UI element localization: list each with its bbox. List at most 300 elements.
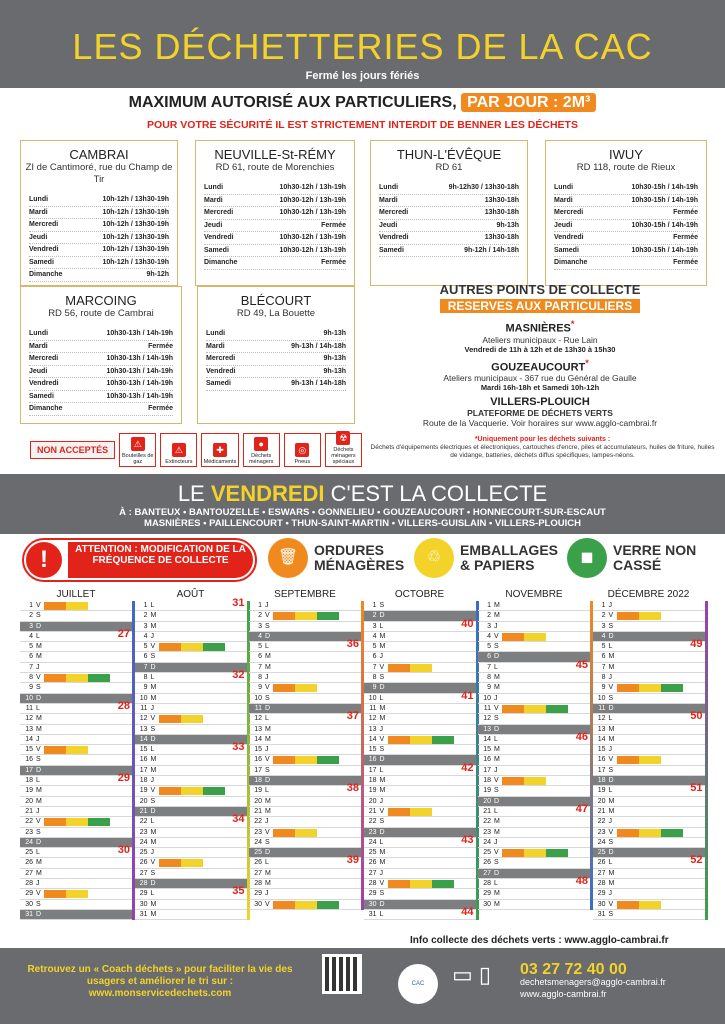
calendar-day bbox=[20, 714, 132, 724]
calendar-day bbox=[593, 611, 705, 621]
day-label: Samedi bbox=[29, 392, 54, 400]
day-letter: L bbox=[608, 643, 613, 651]
calendar-day bbox=[478, 797, 590, 807]
calendar-day bbox=[364, 689, 476, 704]
hours-value: 10h30-13h / 14h-19h bbox=[106, 392, 173, 400]
day-number: 5 bbox=[29, 643, 33, 651]
calendar-day bbox=[249, 900, 361, 910]
day-letter: M bbox=[494, 756, 500, 764]
collection-bar bbox=[295, 612, 317, 620]
calendar-day bbox=[364, 828, 476, 838]
hours-row bbox=[29, 353, 173, 366]
day-number: 5 bbox=[487, 643, 491, 651]
day-label: Mercredi bbox=[29, 355, 59, 362]
day-letter: S bbox=[36, 684, 41, 692]
day-number: 25 bbox=[368, 849, 377, 857]
calendar-day bbox=[593, 910, 705, 920]
day-number: 4 bbox=[601, 632, 606, 640]
day-number: 2 bbox=[487, 612, 491, 620]
day-letter: V bbox=[265, 612, 270, 620]
day-letter: J bbox=[608, 602, 612, 609]
day-label: Lundi bbox=[206, 330, 226, 337]
day-number: 6 bbox=[143, 653, 148, 661]
day-number: 3 bbox=[372, 622, 377, 630]
day-number: 19 bbox=[139, 787, 148, 795]
day-letter: D bbox=[379, 612, 385, 620]
calendar-day bbox=[478, 755, 590, 765]
day-number: 30 bbox=[483, 900, 491, 908]
day-number: 9 bbox=[487, 684, 491, 692]
day-number: 26 bbox=[368, 859, 377, 867]
calendar-day bbox=[364, 797, 476, 807]
week-number: 44 bbox=[461, 905, 474, 918]
day-letter: L bbox=[150, 818, 155, 826]
collection-bar bbox=[159, 643, 181, 651]
day-number: 1 bbox=[372, 602, 377, 609]
collection-bar bbox=[273, 612, 295, 620]
title-friday: VENDREDI bbox=[210, 481, 325, 506]
day-letter: L bbox=[379, 694, 384, 702]
week-number: 29 bbox=[117, 772, 130, 785]
day-number: 2 bbox=[143, 612, 148, 620]
calendar-day bbox=[478, 875, 590, 889]
hours-row bbox=[206, 378, 346, 391]
week-number: 50 bbox=[690, 710, 703, 723]
qr-code[interactable] bbox=[322, 954, 362, 994]
day-label: Samedi bbox=[554, 246, 579, 254]
day-number: 10 bbox=[25, 694, 33, 702]
day-number: 4 bbox=[143, 632, 148, 640]
day-number: 2 bbox=[258, 612, 262, 620]
day-number: 22 bbox=[254, 818, 262, 826]
collection-bar bbox=[524, 777, 546, 785]
day-number: 18 bbox=[368, 777, 377, 785]
hours-row bbox=[379, 220, 519, 233]
hours-value: 10h30-15h / 14h-19h bbox=[631, 221, 698, 229]
calendar-day bbox=[364, 786, 476, 796]
day-number: 19 bbox=[254, 787, 262, 795]
day-number: 9 bbox=[258, 684, 262, 692]
day-number: 11 bbox=[369, 704, 377, 712]
hours-row bbox=[379, 195, 519, 208]
day-number: 12 bbox=[254, 715, 262, 723]
day-letter: D bbox=[36, 910, 42, 918]
day-label: Jeudi bbox=[29, 367, 48, 375]
day-letter: M bbox=[494, 828, 500, 836]
calendar-day bbox=[478, 802, 590, 817]
collection-bar bbox=[502, 777, 524, 785]
day-letter: D bbox=[36, 766, 42, 774]
centre-name: CAMBRAI bbox=[69, 147, 129, 162]
day-number: 23 bbox=[25, 828, 33, 836]
day-letter: S bbox=[608, 838, 614, 846]
calendar-day bbox=[135, 813, 247, 827]
day-number: 21 bbox=[139, 807, 148, 815]
day-number: 26 bbox=[483, 859, 491, 867]
hazard-icon: ☢ bbox=[336, 431, 350, 445]
centre-card bbox=[20, 286, 182, 424]
day-label: Mercredi bbox=[206, 355, 236, 362]
calendar-day bbox=[249, 652, 361, 662]
day-number: 21 bbox=[254, 807, 262, 815]
day-letter: V bbox=[608, 684, 614, 692]
month-column bbox=[249, 588, 361, 910]
day-letter: L bbox=[379, 910, 384, 918]
week-number: 41 bbox=[461, 689, 474, 702]
collection-bar bbox=[432, 736, 454, 744]
calendar-day bbox=[478, 725, 590, 735]
day-number: 4 bbox=[29, 632, 33, 640]
centre-name: IWUY bbox=[609, 147, 643, 162]
day-number: 3 bbox=[29, 622, 33, 630]
collection-bar bbox=[502, 633, 524, 641]
calendar-day bbox=[593, 879, 705, 889]
week-number: 36 bbox=[346, 638, 359, 651]
header-band bbox=[0, 0, 725, 88]
calendar-day bbox=[135, 663, 247, 673]
day-letter: S bbox=[379, 890, 385, 898]
week-number: 43 bbox=[461, 833, 474, 846]
hours-row bbox=[554, 245, 698, 258]
coach-text: Retrouvez un « Coach déchets » pour faciliter la vie des usagers et améliorer le tri sur : www.monservicedechets.com bbox=[27, 964, 293, 999]
day-letter: J bbox=[379, 725, 383, 733]
day-letter: M bbox=[608, 735, 615, 743]
communes-list bbox=[0, 507, 725, 529]
day-number: 6 bbox=[487, 653, 491, 661]
day-label: Mercredi bbox=[204, 209, 234, 216]
collection-bars bbox=[44, 602, 88, 610]
collection-bar bbox=[203, 643, 225, 651]
centre-address: RD 56, route de Cambrai bbox=[48, 308, 154, 319]
day-letter: S bbox=[150, 653, 156, 661]
calendar-day bbox=[20, 900, 132, 910]
collection-bars bbox=[617, 829, 683, 837]
calendar-day bbox=[478, 828, 590, 838]
calendar-day bbox=[249, 673, 361, 683]
day-number: 10 bbox=[139, 694, 148, 702]
day-letter: S bbox=[494, 859, 499, 867]
day-letter: M bbox=[150, 694, 157, 702]
calendar-day bbox=[135, 828, 247, 838]
calendar-day bbox=[478, 622, 590, 632]
day-letter: M bbox=[608, 797, 615, 805]
day-label: Jeudi bbox=[554, 221, 573, 229]
day-label: Lundi bbox=[554, 184, 574, 191]
week-number: 37 bbox=[346, 710, 359, 723]
day-number: 19 bbox=[25, 787, 33, 795]
day-letter: M bbox=[379, 632, 386, 640]
calendar-day bbox=[593, 828, 705, 838]
month-header: OCTOBRE bbox=[394, 589, 445, 600]
day-letter: M bbox=[36, 797, 42, 805]
collection-bar bbox=[181, 643, 203, 651]
calendar-day bbox=[478, 838, 590, 848]
day-letter: D bbox=[265, 777, 271, 785]
day-letter: S bbox=[494, 715, 499, 723]
calendar-day bbox=[593, 683, 705, 693]
day-number: 8 bbox=[143, 674, 148, 682]
calendar-day bbox=[135, 683, 247, 693]
day-letter: S bbox=[150, 797, 156, 805]
opening-hours bbox=[29, 328, 173, 416]
calendar-day bbox=[20, 817, 132, 827]
day-number: 24 bbox=[25, 838, 33, 846]
hours-row bbox=[29, 269, 169, 282]
calendar-day bbox=[478, 601, 590, 611]
calendar-day bbox=[364, 735, 476, 745]
calendar-day bbox=[478, 786, 590, 796]
collection-bars bbox=[617, 901, 661, 909]
calendar-day bbox=[135, 714, 247, 724]
day-label: Mercredi bbox=[554, 209, 584, 216]
day-number: 6 bbox=[29, 653, 33, 661]
calendar-day bbox=[364, 848, 476, 858]
exclamation-icon: ! bbox=[26, 542, 62, 578]
calendar-day bbox=[135, 766, 247, 776]
hours-value: Fermée bbox=[673, 209, 698, 216]
opening-hours bbox=[29, 194, 169, 282]
day-number: 1 bbox=[29, 602, 33, 609]
collection-band bbox=[0, 474, 725, 534]
item-label: Médicaments bbox=[203, 459, 237, 465]
not-accepted-item bbox=[243, 433, 280, 467]
day-letter: J bbox=[379, 797, 383, 805]
medicine-icon: ✚ bbox=[213, 443, 227, 457]
hours-value: 9h-12h bbox=[146, 271, 169, 278]
collection-bar bbox=[295, 829, 317, 837]
calendar-day bbox=[249, 797, 361, 807]
collection-bar bbox=[388, 808, 410, 816]
collection-bar bbox=[410, 736, 432, 744]
day-letter: J bbox=[36, 880, 40, 888]
day-letter: M bbox=[265, 663, 271, 671]
footer-band bbox=[0, 948, 725, 1024]
day-letter: L bbox=[379, 622, 384, 630]
calendar-day bbox=[593, 776, 705, 786]
day-letter: S bbox=[265, 838, 270, 846]
hours-row bbox=[379, 232, 519, 245]
collection-bar bbox=[502, 849, 524, 857]
centre-address: ZI de Cantimoré, rue du Champ de Tir bbox=[25, 162, 173, 185]
day-number: 27 bbox=[597, 869, 606, 877]
day-letter: M bbox=[494, 900, 500, 908]
day-letter: D bbox=[608, 632, 614, 640]
day-number: 14 bbox=[597, 735, 606, 743]
calendar-day bbox=[20, 745, 132, 755]
day-number: 25 bbox=[254, 849, 262, 857]
day-letter: D bbox=[494, 653, 500, 661]
calendar-day bbox=[135, 597, 247, 611]
day-letter: M bbox=[608, 653, 615, 661]
calendar-day bbox=[249, 869, 361, 879]
day-number: 30 bbox=[139, 900, 148, 908]
calendar-day bbox=[20, 797, 132, 807]
day-letter: M bbox=[608, 663, 615, 671]
day-number: 13 bbox=[25, 725, 33, 733]
day-number: 28 bbox=[483, 880, 491, 888]
calendar-day bbox=[249, 854, 361, 868]
day-letter: S bbox=[379, 746, 385, 754]
day-number: 18 bbox=[25, 777, 33, 785]
other-title: AUTRES POINTS DE COLLECTE bbox=[439, 282, 641, 297]
legend-packaging-label: EMBALLAGES & PAPIERS bbox=[460, 542, 558, 573]
calendar-day bbox=[249, 828, 361, 838]
calendar-day bbox=[20, 663, 132, 673]
day-number: 27 bbox=[25, 869, 33, 877]
hours-value: 9h-13h bbox=[323, 355, 346, 362]
collection-bars bbox=[388, 880, 454, 888]
hours-row bbox=[29, 366, 173, 379]
masnieres-addr: Ateliers municipaux - Rue Lain bbox=[482, 334, 598, 345]
communes-line-1: À : BANTEUX • BANTOUZELLE • ESWARS • GONNELIEU • GOUZEAUCOURT • HONNECOURT-SUR-ESCAUT bbox=[119, 507, 606, 518]
calendar-day bbox=[593, 652, 705, 662]
calendar-day bbox=[20, 611, 132, 621]
calendar-day bbox=[135, 879, 247, 889]
max-notice bbox=[0, 94, 725, 112]
day-letter: M bbox=[150, 838, 157, 846]
collection-bar bbox=[617, 901, 639, 909]
collection-bars bbox=[159, 643, 225, 651]
day-letter: M bbox=[494, 602, 500, 609]
calendar-day bbox=[20, 755, 132, 765]
day-letter: V bbox=[150, 787, 156, 795]
day-number: 2 bbox=[601, 612, 606, 620]
calendar-day bbox=[478, 642, 590, 652]
not-accepted-item bbox=[160, 433, 197, 467]
collection-bar bbox=[295, 901, 317, 909]
calendar-day bbox=[20, 735, 132, 745]
day-letter: M bbox=[494, 684, 500, 692]
day-number: 31 bbox=[139, 910, 148, 918]
day-number: 23 bbox=[597, 828, 606, 836]
day-number: 15 bbox=[139, 746, 148, 754]
month-column bbox=[20, 588, 132, 920]
day-letter: M bbox=[608, 807, 615, 815]
day-number: 20 bbox=[597, 797, 606, 805]
phone-number[interactable]: 03 27 72 40 00 bbox=[520, 961, 627, 978]
hours-value: 10h30-15h / 14h-19h bbox=[631, 184, 698, 191]
calendar-day bbox=[20, 838, 132, 848]
safety-warning: POUR VOTRE SÉCURITÉ IL EST STRICTEMENT INTERDIT DE BENNER LES DÉCHETS bbox=[147, 119, 578, 131]
month-divider bbox=[705, 601, 708, 920]
calendar-day bbox=[135, 669, 247, 683]
website-link[interactable]: www.agglo-cambrai.fr bbox=[520, 989, 607, 999]
month-header: SEPTEMBRE bbox=[274, 589, 336, 600]
calendar-day bbox=[478, 817, 590, 827]
calendar-day bbox=[364, 601, 476, 611]
calendar-day bbox=[364, 755, 476, 765]
calendar-day bbox=[593, 766, 705, 776]
day-number: 9 bbox=[143, 684, 148, 692]
tire-icon: ◎ bbox=[295, 443, 309, 457]
week-number: 31 bbox=[232, 597, 245, 609]
calendar-day bbox=[249, 766, 361, 776]
day-letter: M bbox=[379, 787, 386, 795]
item-label: Déchets ménagers bbox=[248, 453, 274, 465]
week-number: 47 bbox=[575, 802, 588, 815]
centre-address: RD 61, route de Morenchies bbox=[215, 162, 335, 173]
day-letter: S bbox=[608, 910, 614, 918]
calendar-day bbox=[249, 807, 361, 817]
week-number: 40 bbox=[461, 617, 474, 630]
hours-row bbox=[29, 378, 173, 391]
day-letter: D bbox=[608, 777, 614, 785]
day-number: 16 bbox=[139, 756, 148, 764]
day-letter: V bbox=[150, 715, 156, 723]
calendar-day bbox=[593, 710, 705, 724]
calendar-day bbox=[478, 745, 590, 755]
collection-bars bbox=[617, 684, 683, 692]
calendar-day bbox=[249, 817, 361, 827]
calendar-day bbox=[135, 786, 247, 796]
day-letter: J bbox=[608, 674, 612, 682]
alert-text: ATTENTION : MODIFICATION DE LA FRÉQUENCE DE COLLECTE bbox=[68, 542, 253, 578]
day-number: 31 bbox=[597, 910, 606, 918]
day-number: 22 bbox=[139, 818, 148, 826]
day-letter: L bbox=[150, 746, 155, 754]
calendar-day bbox=[364, 673, 476, 683]
title-part: LE bbox=[177, 481, 211, 506]
collection-bars bbox=[273, 756, 339, 764]
collection-bar bbox=[66, 890, 88, 898]
centre-card bbox=[20, 140, 178, 286]
day-letter: V bbox=[494, 632, 499, 640]
day-number: 8 bbox=[601, 674, 606, 682]
day-letter: J bbox=[265, 746, 269, 754]
collection-bar bbox=[617, 612, 639, 620]
day-letter: S bbox=[265, 694, 270, 702]
day-number: 24 bbox=[368, 838, 377, 846]
day-letter: L bbox=[36, 777, 40, 785]
day-letter: M bbox=[379, 859, 386, 867]
day-letter: V bbox=[494, 777, 499, 785]
day-number: 1 bbox=[601, 602, 606, 609]
calendar-day bbox=[478, 766, 590, 776]
day-letter: V bbox=[494, 849, 499, 857]
calendar-day bbox=[593, 745, 705, 755]
collection-bar bbox=[66, 674, 88, 682]
calendar-day bbox=[135, 900, 247, 910]
day-letter: M bbox=[608, 725, 615, 733]
calendar-day bbox=[135, 725, 247, 735]
day-label: Dimanche bbox=[554, 259, 588, 266]
day-letter: M bbox=[36, 643, 42, 651]
collection-bar bbox=[273, 684, 295, 692]
day-letter: J bbox=[150, 777, 154, 785]
masnieres-star: * bbox=[570, 319, 575, 329]
trash-bag-icon: 🗑 bbox=[268, 538, 308, 578]
day-letter: D bbox=[150, 735, 156, 743]
day-number: 20 bbox=[25, 797, 33, 805]
unique-waste-note bbox=[370, 436, 715, 460]
hours-row bbox=[29, 328, 173, 341]
week-number: 35 bbox=[232, 885, 245, 898]
calendar-day bbox=[249, 704, 361, 714]
day-number: 15 bbox=[597, 746, 606, 754]
day-number: 16 bbox=[483, 756, 491, 764]
day-number: 9 bbox=[29, 684, 33, 692]
day-number: 24 bbox=[483, 838, 491, 846]
calendar-day bbox=[20, 766, 132, 776]
email-link[interactable]: dechetsmenagers@agglo-cambrai.fr bbox=[520, 977, 666, 987]
day-letter: M bbox=[150, 756, 157, 764]
day-letter: D bbox=[150, 807, 156, 815]
hours-value: 10h30-13h / 14h-19h bbox=[106, 355, 173, 362]
calendar-day bbox=[364, 900, 476, 910]
day-letter: L bbox=[379, 838, 384, 846]
day-number: 25 bbox=[139, 849, 148, 857]
collection-bar bbox=[524, 849, 546, 857]
